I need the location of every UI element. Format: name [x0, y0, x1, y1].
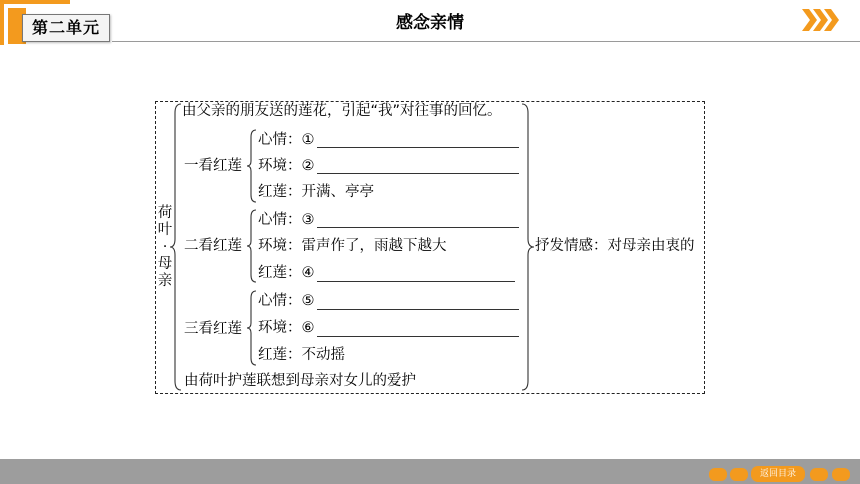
main-brace: [170, 103, 182, 391]
stage3-lotus: 红莲：不动摇: [258, 347, 345, 363]
page-title: 感念亲情: [396, 13, 464, 33]
answer-blank-6: [317, 336, 519, 337]
last-page-icon[interactable]: [832, 468, 850, 481]
stage2-brace: [246, 209, 258, 283]
answer-blank-2: [317, 173, 519, 174]
mind-map-bottom-line: 由荷叶护莲联想到母亲对女儿的爱护: [184, 373, 416, 389]
back-to-contents-button[interactable]: 返回目录: [751, 466, 805, 482]
mind-map-top-line: 由父亲的朋友送的莲花，引起“我”对往事的回忆。: [182, 103, 502, 119]
stage2-mood: 心情：③: [258, 212, 315, 228]
stage1-lotus: 红莲：开满、亭亭: [258, 184, 374, 200]
double-chevron-right-icon[interactable]: [800, 6, 840, 34]
stage2-env: 环境：雷声作了，雨越下越大: [258, 238, 447, 254]
stage2-lotus: 红莲：④: [258, 265, 315, 281]
stage3-env: 环境：⑥: [258, 320, 315, 336]
stage1-label: 一看红莲: [184, 158, 242, 174]
answer-blank-1: [317, 147, 519, 148]
stage3-brace: [246, 290, 258, 366]
stage1-mood: 心情：①: [258, 132, 315, 148]
prev-page-icon[interactable]: [730, 468, 748, 481]
stage3-label: 三看红莲: [184, 321, 242, 337]
answer-blank-4: [317, 281, 515, 282]
unit-tab: 第二单元: [22, 14, 110, 42]
stage2-label: 二看红莲: [184, 238, 242, 254]
header-rule: [112, 41, 860, 42]
closing-brace: [521, 103, 535, 391]
stage3-mood: 心情：⑤: [258, 293, 315, 309]
answer-blank-3: [317, 227, 519, 228]
answer-blank-5: [317, 309, 519, 310]
next-page-icon[interactable]: [810, 468, 828, 481]
first-page-icon[interactable]: [709, 468, 727, 481]
mind-map-root: 荷叶·母亲: [157, 205, 173, 289]
mind-map-conclusion: 抒发情感：对母亲由衷的: [535, 238, 695, 254]
stage1-env: 环境：②: [258, 158, 315, 174]
stage1-brace: [246, 129, 258, 203]
